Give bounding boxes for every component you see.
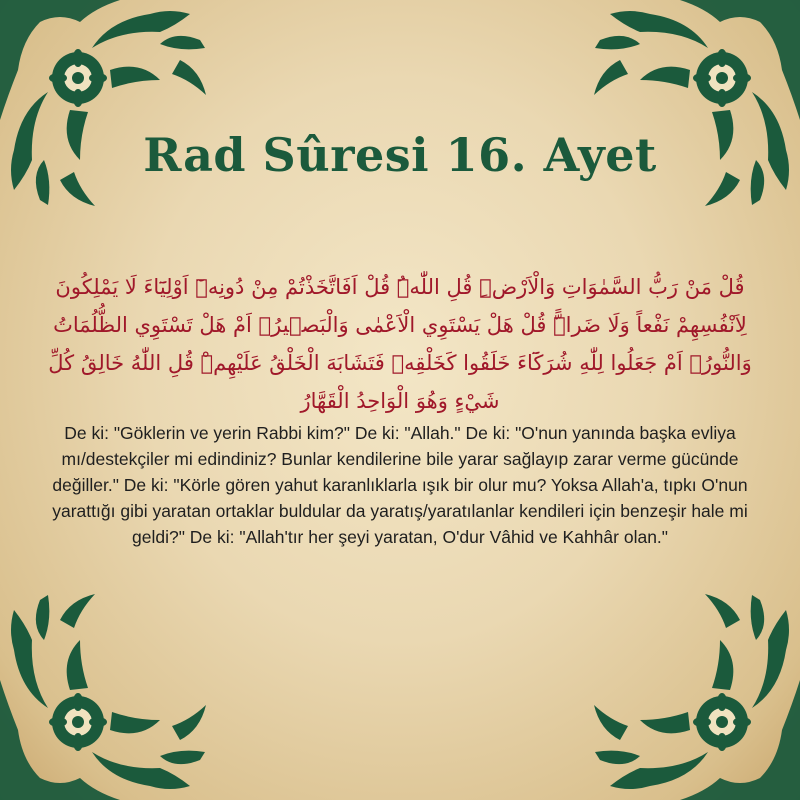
turkish-translation-text: De ki: "Göklerin ve yerin Rabbi kim?" De ki: "Allah." De ki: "O'nun yanında başka evliya mı/destekçiler mi edindiniz? Bunlar kendilerine bile yarar sağlayıp zarar verme gücünde değiller." De ki: "Körle gören yahut karanlıklarla ışık bir olur mu? Yoksa Allah'a, tıpkı O'nun yarattığı gibi yaratan ortaklar buldular da yaratış/yaratılanlar kendileri için benzeşir hale mi geldi?" De ki: "Allah'tır her şeyi yaratan, O'dur Vâhid ve Kahhâr olan." [52,423,748,547]
page-title: Rad Sûresi 16. Ayet [143,128,657,182]
floral-corner-ornament-icon [580,580,800,800]
arabic-verse-text: قُلْ مَنْ رَبُّ السَّمٰوَاتِ وَالْاَرْضِۜ قُلِ اللّٰهُۜ قُلْ اَفَاتَّخَذْتُمْ مِنْ دُونِه۪ٓ اَوْلِيَٓاءَ لَا يَمْلِكُونَ لِاَنْفُسِهِمْ نَفْعاً وَلَا ضَراًّۜ قُلْ هَلْ يَسْتَوِي الْاَعْمٰى وَالْبَص۪يرُۙ اَمْ هَلْ تَسْتَوِي الظُّلُمَاتُ وَالنُّورُۚ اَمْ جَعَلُوا لِلّٰهِ شُرَكَٓاءَ خَلَقُوا كَخَلْقِه۪ فَتَشَابَهَ الْخَلْقُ عَلَيْهِمْۜ قُلِ اللّٰهُ خَالِقُ كُلِّ شَيْءٍ وَهُوَ الْوَاحِدُ الْقَهَّارُ [48,275,752,413]
floral-corner-ornament-icon [0,0,220,220]
floral-corner-ornament-icon [0,580,220,800]
floral-corner-ornament-icon [580,0,800,220]
